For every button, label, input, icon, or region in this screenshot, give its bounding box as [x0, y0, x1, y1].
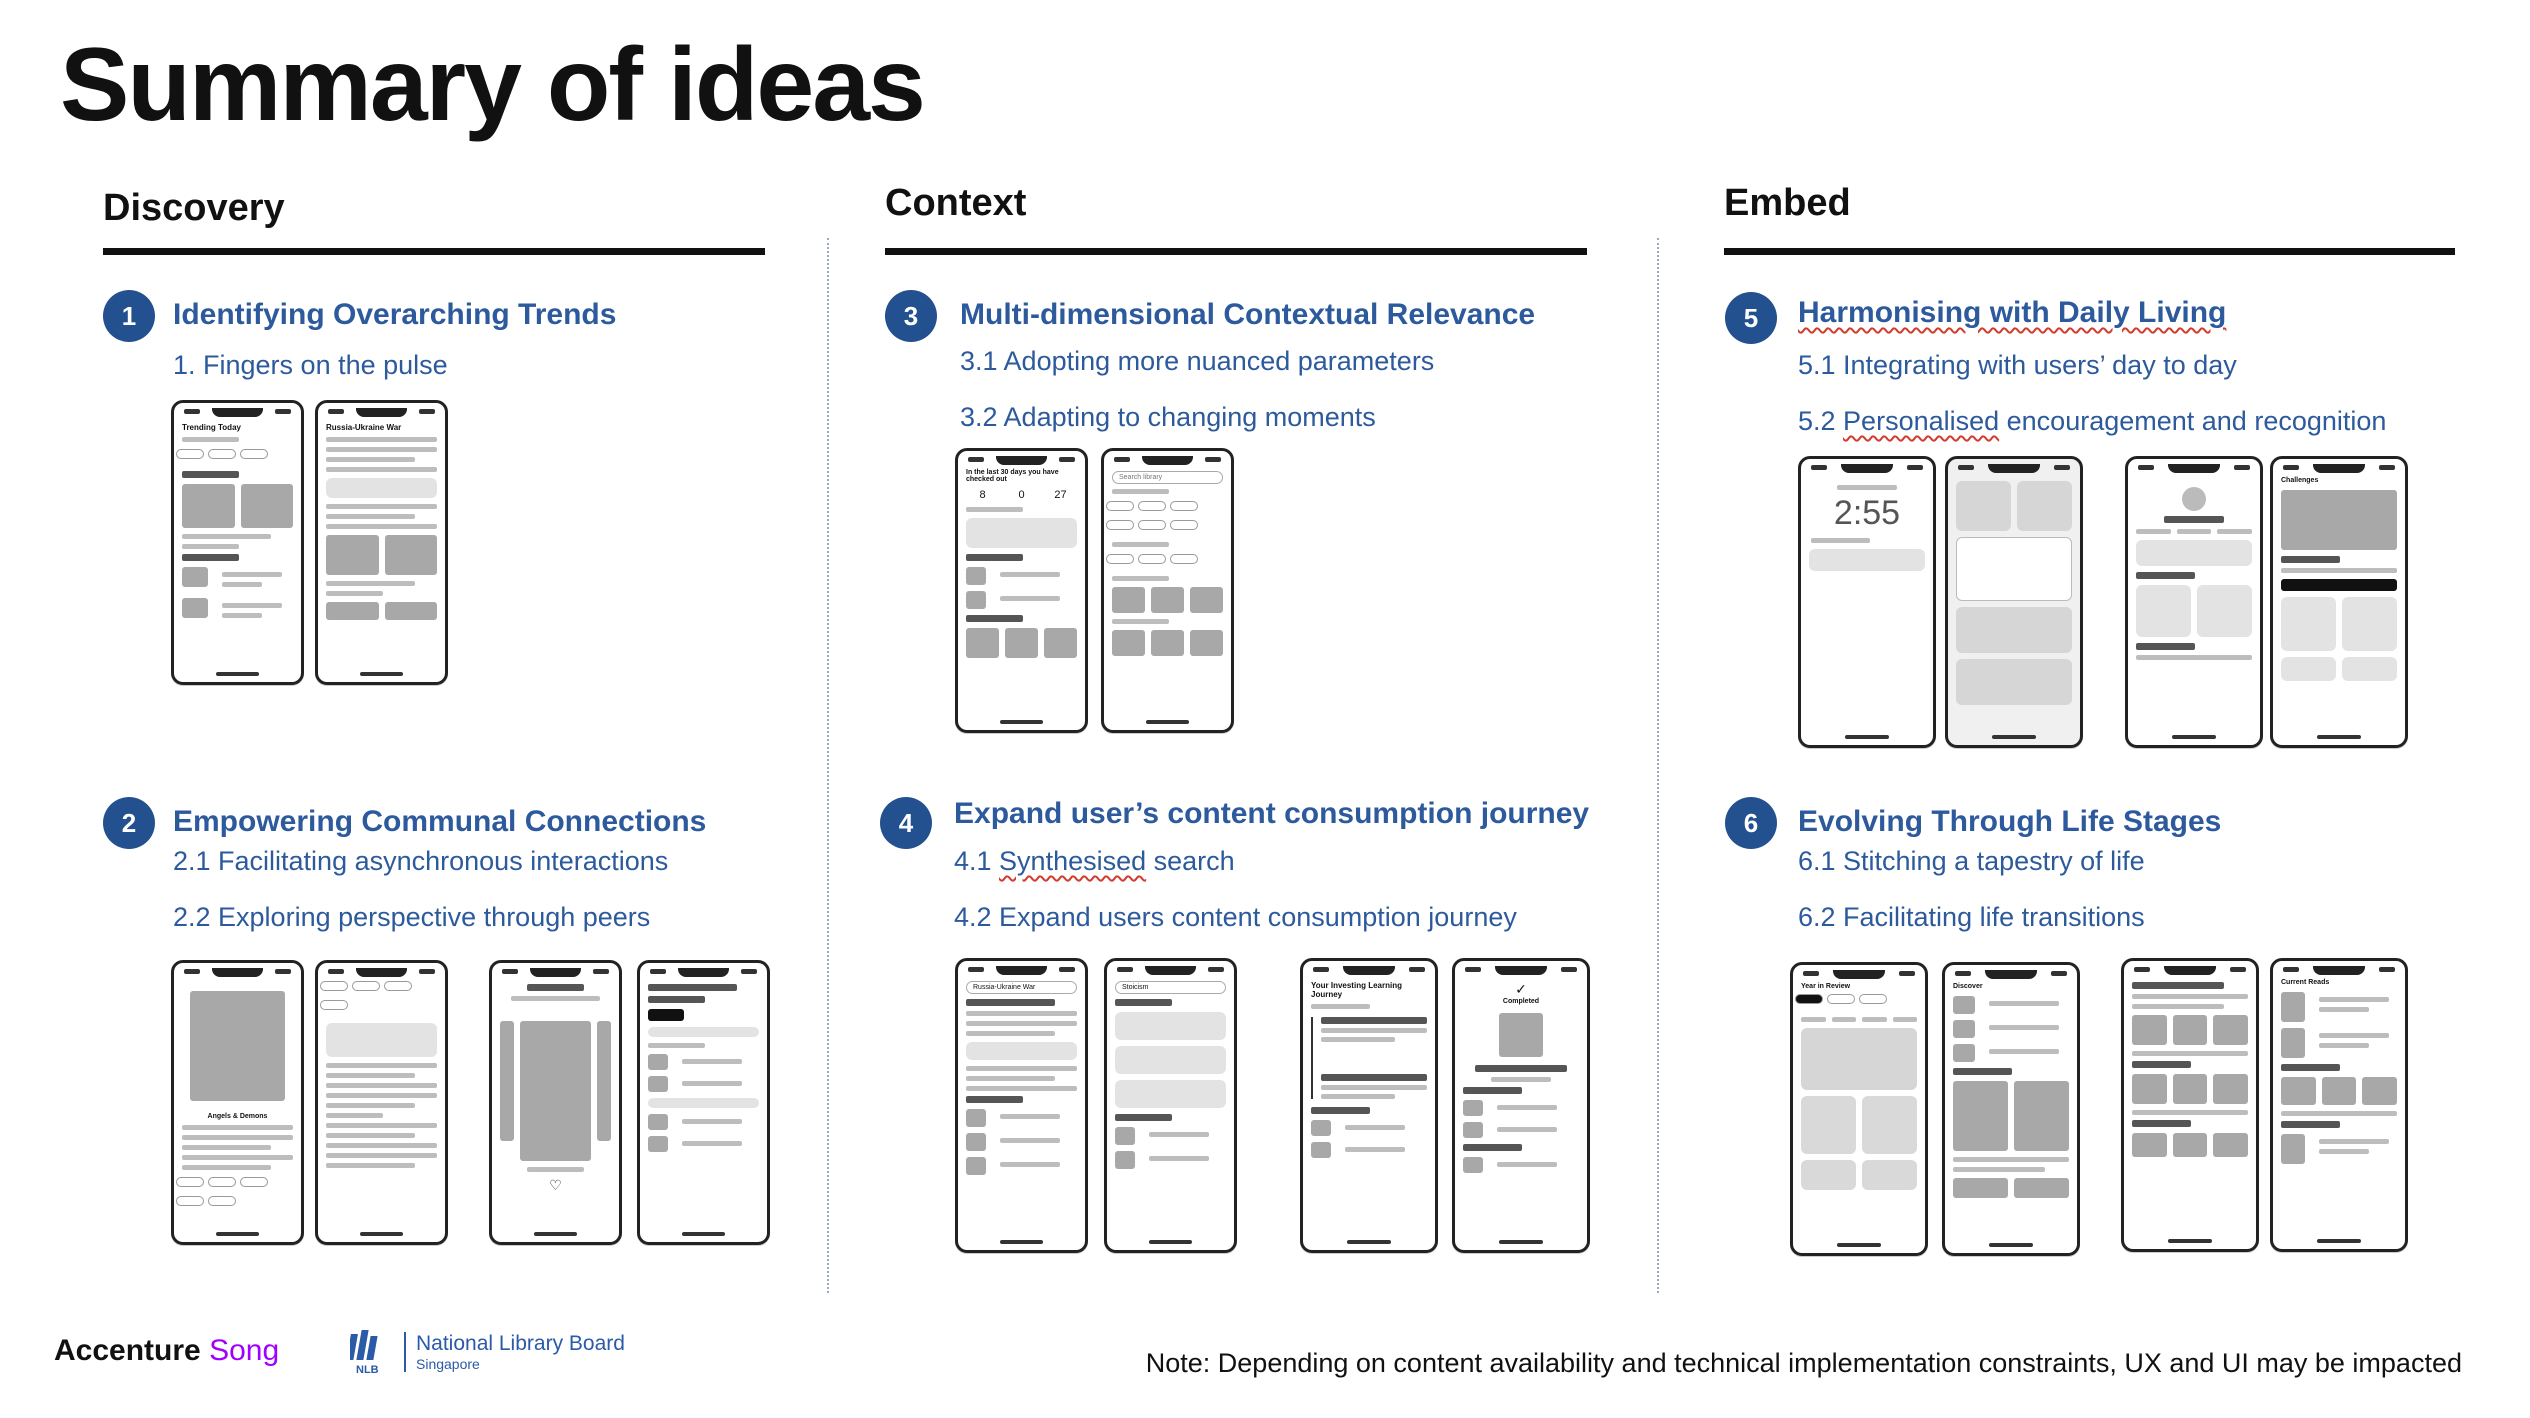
column-context	[885, 180, 1587, 255]
mockup-completed: ✓ Completed	[1452, 958, 1590, 1253]
mockup-last-30-days: In the last 30 days you have checked out 8 0 27	[955, 448, 1088, 733]
mockup-year-in-review: Year in Review	[1790, 962, 1928, 1256]
idea-number-badge: 5	[1725, 292, 1777, 344]
mockup-still-relevant	[2121, 958, 2259, 1252]
column-divider	[827, 238, 829, 1293]
idea-number-badge: 3	[885, 290, 937, 342]
idea-subpoint: 3.2 Adapting to changing moments	[960, 402, 1376, 432]
mockup-shared-library	[637, 960, 770, 1245]
column-heading: Embed	[1724, 182, 1851, 224]
idea-title: Empowering Communal Connections	[173, 805, 707, 838]
mockup-book-detail: Angels & Demons	[171, 960, 304, 1245]
idea-title: Identifying Overarching Trends	[173, 298, 617, 331]
idea-subpoint: 3.1 Adopting more nuanced parameters	[960, 346, 1435, 376]
svg-text:NLB: NLB	[356, 1364, 379, 1376]
idea-subpoint: 6.1 Stitching a tapestry of life	[1798, 846, 2145, 876]
idea-subpoint: 2.1 Facilitating asynchronous interactions	[173, 846, 669, 876]
idea-number-badge: 1	[103, 290, 155, 342]
accenture-song-logo: Accenture Song	[54, 1334, 280, 1367]
idea-subpoint: 1. Fingers on the pulse	[173, 350, 448, 380]
idea-subpoint: 2.2 Exploring perspective through peers	[173, 902, 651, 932]
idea-subpoint: 6.2 Facilitating life transitions	[1798, 902, 2145, 932]
column-rule	[103, 248, 765, 255]
footnote: Note: Depending on content availability and technical implementation constraints, UX and UI may be impacted	[1145, 1348, 2462, 1378]
mockup-current-reads: Current Reads	[2270, 958, 2408, 1252]
idea-subpoint: 4.2 Expand users content consumption journey	[954, 902, 1517, 932]
column-heading: Discovery	[103, 187, 285, 229]
column-discovery	[103, 180, 765, 255]
column-embed	[1724, 180, 2455, 255]
idea-subpoint: 5.2 Personalised encouragement and recognition	[1798, 406, 2387, 436]
column-rule	[1724, 248, 2455, 255]
idea-subpoint: 5.1 Integrating with users’ day to day	[1798, 350, 2237, 380]
idea-subpoint: 4.1 Synthesised search	[954, 846, 1235, 876]
idea-title: Harmonising with Daily Living	[1798, 296, 2227, 329]
mockup-investing-journey: Your Investing Learning Journey	[1300, 958, 1438, 1253]
mockup-home-widget	[1945, 456, 2083, 748]
mockup-discover-friends: Discover	[1942, 962, 2080, 1256]
column-heading: Context	[885, 182, 1027, 224]
idea-number-badge: 2	[103, 797, 155, 849]
idea-number-badge: 4	[880, 797, 932, 849]
page-title: Summary of ideas	[60, 27, 924, 143]
mockup-synth-search-stoicism: Stoicism	[1104, 958, 1237, 1253]
nlb-logo	[350, 1328, 625, 1376]
idea-number-badge: 6	[1725, 797, 1777, 849]
nlb-country: Singapore	[416, 1356, 480, 1372]
mockup-synth-search-war: Russia-Ukraine War	[955, 958, 1088, 1253]
mockup-daily-library: ♡	[489, 960, 622, 1245]
nlb-mark-icon	[350, 1328, 394, 1376]
column-rule	[885, 248, 1587, 255]
mockup-profile	[2125, 456, 2263, 748]
nlb-name: National Library Board	[416, 1332, 625, 1355]
mockup-russia-ukraine: Russia-Ukraine War	[315, 400, 448, 685]
mockup-search-mood: Search library	[1101, 448, 1234, 733]
idea-title: Multi-dimensional Contextual Relevance	[960, 298, 1536, 331]
column-divider	[1657, 238, 1659, 1293]
mockup-trending-today: Trending Today	[171, 400, 304, 685]
mockup-lock-screen: 2:55	[1798, 456, 1936, 748]
idea-title: Expand user’s content consumption journey	[954, 797, 1590, 830]
idea-title: Evolving Through Life Stages	[1798, 805, 2222, 838]
mockup-challenges: Challenges	[2270, 456, 2408, 748]
mockup-reflections	[315, 960, 448, 1245]
